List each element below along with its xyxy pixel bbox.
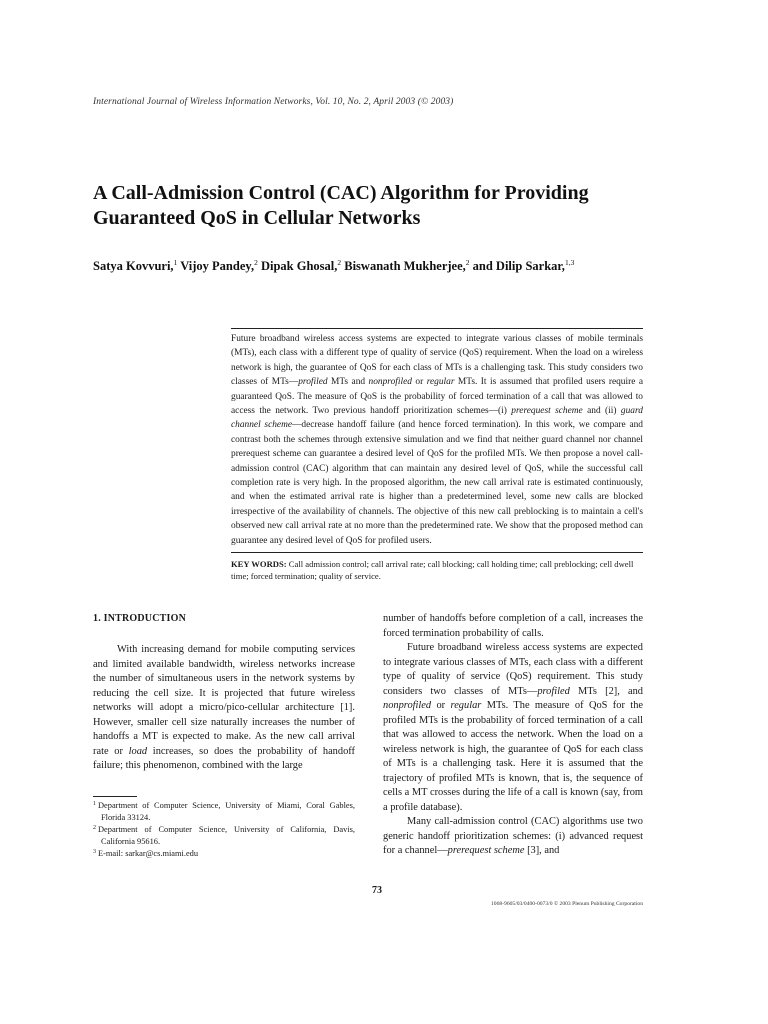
body-paragraph: With increasing demand for mobile computing services and limited available bandwidth, wireless networks increase the number of simultaneous users in the network systems by reducing the cell size. It is projected that future wireless networks will adopt a micro/pico-cellular architecture [1]. However, smaller cell size naturally increases the number of handoffs a MT is expected to make. As the new call arrival rate or load increases, so does the probability of handoff failure; this phenomenon, combined with the large [93, 644, 356, 771]
affiliation-mark: 2 [254, 258, 258, 267]
author: and Dilip Sarkar,$^{1,3}$ [472, 258, 575, 273]
left-column [93, 612, 355, 774]
abstract-bottom-rule [231, 552, 643, 553]
title-line-1: A Call-Admission Control (CAC) Algorithm for Providing [93, 182, 589, 204]
affiliation-mark: 2 [337, 258, 342, 267]
copyright-line: 1068-9605/03/0400-0073/0 © 2003 Plenum Publishing Corporation [490, 901, 643, 907]
abstract-top-rule [231, 328, 643, 329]
abstract-text: Future broadband wireless access systems are expected to integrate various classes of mobile terminals (MTs), each class with a different type of quality of service (QoS) requirement. When the load on a wireless network is high, the guarantee of QoS for each class of MTs is a challenging task. This study considers two classes of MTs—profiled MTs and nonprofiled or regular MTs. It is assumed that profiled users require a guaranteed QoS. The measure of QoS is the probability of forced termination of a call that was allowed to access the network. Two previous handoff prioritization schemes—(i) prerequest scheme and (ii) guard channel scheme—decrease handoff failure (and hence forced termination). In this work, we compare and contrast both the schemes through extensive simulation and we find that neither guard channel nor channel prerequest scheme can guarantee a desired level of QoS for the profiled MTs. We then propose a novel call-admission control (CAC) algorithm that can maintain any desired level of QoS, while the successful call completion rate is very high. In the proposed algorithm, the new call arrival rate is estimated continuously, and when the estimated arrival rate is higher than a predetermined level, some new calls are blocked irrespective of the availability of channels. The objective of this new call preblocking is to maintain a cell's observed new call arrival rate at no more than the predetermined rate. We show that the proposed method can guarantee any desired level of QoS for profiled users. [231, 334, 644, 546]
title-line-2: Guaranteed QoS in Cellular Networks [93, 207, 421, 229]
author: Satya Kovvuri,$^1$ [93, 258, 178, 273]
footnotes [93, 800, 355, 860]
footnote-rule [93, 796, 137, 797]
footnote: $^1$ Department of Computer Science, University of Miami, Coral Gables, Florida 33124. [93, 801, 355, 822]
footnote: $^2$ Department of Computer Science, University of California, Davis, California 95616. [93, 825, 355, 846]
key-words-label: KEY WORDS: [231, 559, 287, 569]
body-paragraph: number of handoffs before completion of a call, increases the forced termination probability of calls. [383, 613, 643, 639]
journal-citation: International Journal of Wireless Information Networks, Vol. 10, No. 2, April 2003 (© 2003) [93, 97, 454, 107]
paper-title [93, 181, 693, 231]
affiliation-mark: 1 [173, 258, 178, 267]
author: Dipak Ghosal,$^2$ [260, 258, 342, 273]
key-words [231, 559, 643, 582]
author-list [93, 259, 693, 274]
footnote: $^3$ E-mail: sarkar@cs.miami.edu [93, 849, 199, 858]
section-heading: 1. INTRODUCTION [93, 613, 187, 624]
abstract [231, 328, 643, 553]
body-paragraph: Many call-admission control (CAC) algorithms use two generic handoff prioritization schemes: (i) advanced request for a channel—prerequest scheme [3], and [383, 816, 643, 856]
affiliation-mark: 1,3 [564, 258, 575, 267]
affiliation-mark: 2 [465, 258, 470, 267]
author: Biswanath Mukherjee,$^2$ [344, 258, 470, 273]
page-number: 73 [372, 885, 382, 896]
key-words-text: Call admission control; call arrival rate; call blocking; call holding time; call preblocking; cell dwell time; forced termination; quality of service. [231, 559, 634, 581]
right-column [383, 612, 643, 859]
author: Vijoy Pandey,$^2$ [180, 258, 258, 273]
body-paragraph: Future broadband wireless access systems are expected to integrate various classes of MTs, each class with a different type of quality of service (QoS) requirement. This study considers two classes of MTs—profiled MTs [2], and nonprofiled or regular MTs. The measure of QoS for the profiled MTs is the probability of forced termination of a call that was allowed to access the network. When the load on a wireless network is high, the guarantee of QoS for each class of MTs is a challenging task. Here it is assumed that the trajectory of profiled MTs is known, that is, the sequence of cells a MT crosses during the life of a call is known (say, from a profile database). [383, 642, 643, 813]
